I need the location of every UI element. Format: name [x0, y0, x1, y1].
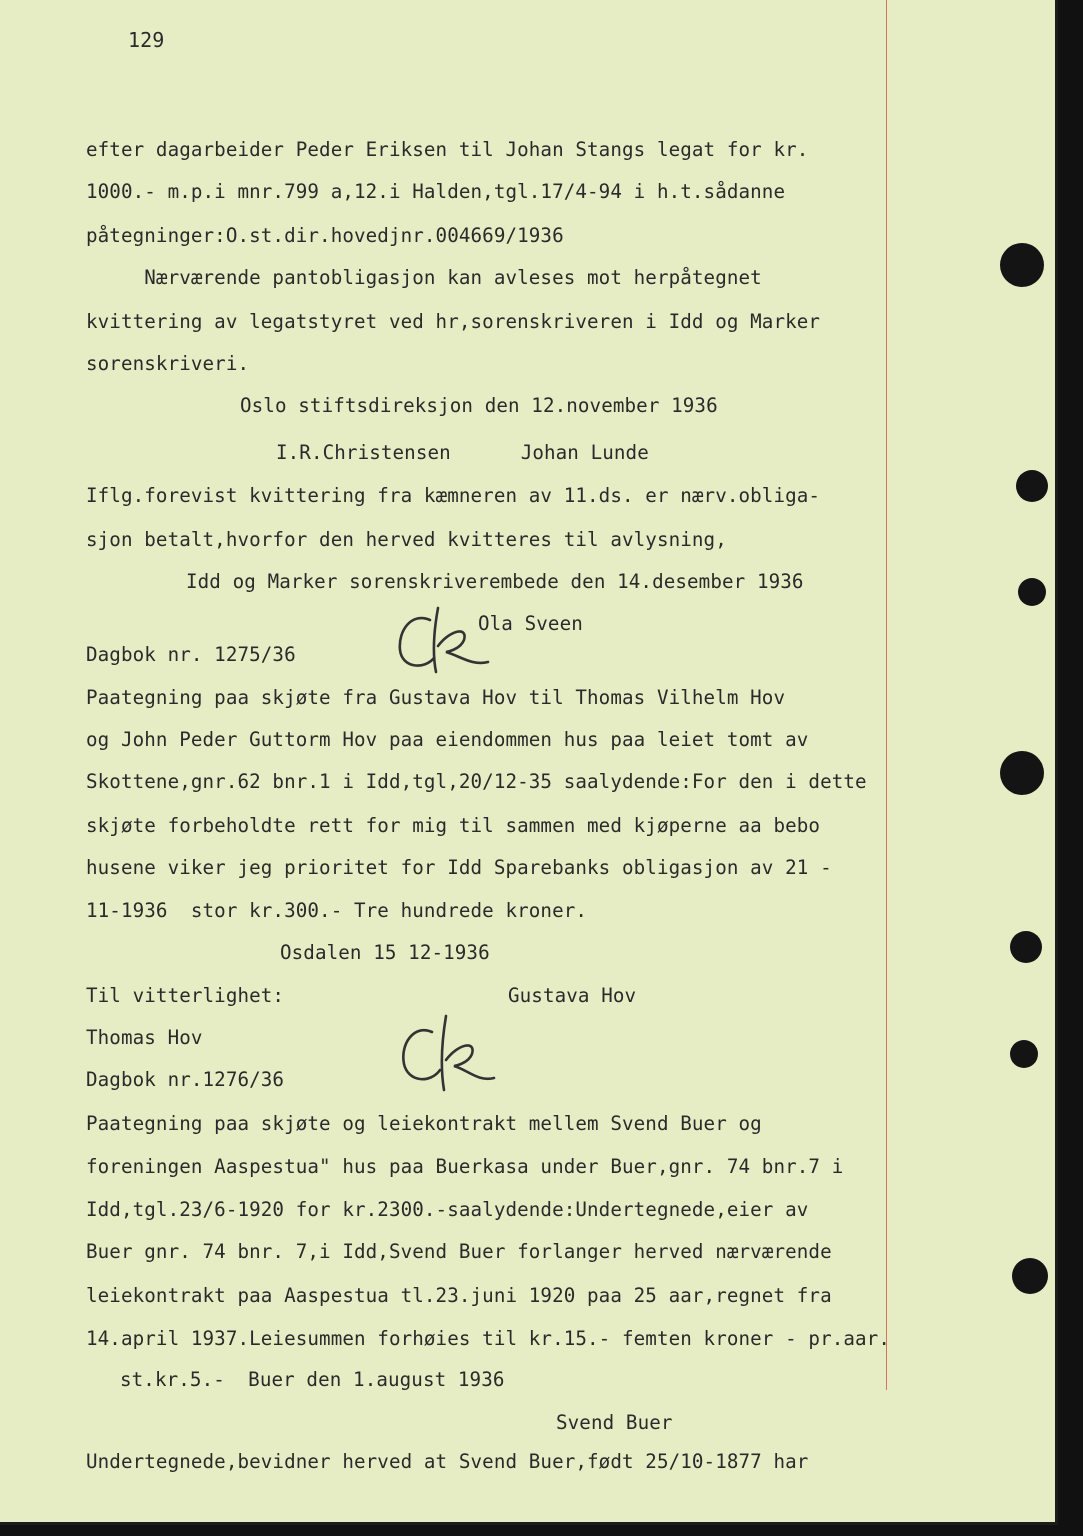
text-line: Thomas Hov	[86, 1026, 203, 1049]
signer-name: Gustava Hov	[508, 984, 637, 1007]
text-line: sjon betalt,hvorfor den herved kvitteres til avlysning,	[86, 528, 727, 551]
text-line: Skottene,gnr.62 bnr.1 i Idd,tgl,20/12-35 saalydende:For den i dette	[86, 770, 867, 793]
text-line: påtegninger:O.st.dir.hovedjnr.004669/1936	[86, 224, 564, 247]
text-line: Oslo stiftsdireksjon den 12.november 1936	[240, 394, 718, 417]
text-line: efter dagarbeider Peder Eriksen til Johan Stangs legat for kr.	[86, 138, 809, 161]
punch-hole	[1018, 578, 1046, 606]
text-line: 1000.- m.p.i mnr.799 a,12.i Halden,tgl.17/4-94 i h.t.sådanne	[86, 180, 786, 203]
text-line: Idd,tgl.23/6-1920 for kr.2300.-saalydende:Undertegnede,eier av	[86, 1198, 809, 1221]
text-line: og John Peder Guttorm Hov paa eiendommen hus paa leiet tomt av	[86, 728, 809, 751]
text-line: st.kr.5.- Buer den 1.august 1936	[120, 1368, 505, 1391]
text-line: foreningen Aaspestua" hus paa Buerkasa under Buer,gnr. 74 bnr.7 i	[86, 1155, 844, 1178]
text-line: Til vitterlighet:	[86, 984, 285, 1007]
signer-name: Ola Sveen	[478, 612, 583, 635]
text-line: Iflg.forevist kvittering fra kæmneren av 11.ds. er nærv.obliga-	[86, 484, 821, 507]
journal-number: Dagbok nr. 1275/36	[86, 643, 296, 666]
punch-hole	[1000, 243, 1044, 287]
text-line: I.R.Christensen Johan Lunde	[276, 441, 649, 464]
handwritten-initials	[394, 1010, 504, 1095]
punch-hole	[1010, 1040, 1038, 1068]
text-line: 14.april 1937.Leiesummen forhøies til kr.15.- femten kroner - pr.aar.	[86, 1327, 890, 1350]
text-line: husene viker jeg prioritet for Idd Sparebanks obligasjon av 21 -	[86, 856, 832, 879]
text-line: Buer gnr. 74 bnr. 7,i Idd,Svend Buer forlanger herved nærværende	[86, 1240, 832, 1263]
journal-number: Dagbok nr.1276/36	[86, 1068, 285, 1091]
text-line: Osdalen 15 12-1936	[280, 941, 490, 964]
text-line: 11-1936 stor kr.300.- Tre hundrede kroner.	[86, 899, 588, 922]
margin-rule	[886, 0, 887, 1390]
text-line: sorenskriveri.	[86, 352, 250, 375]
text-line: Nærværende pantobligasjon kan avleses mot herpåtegnet	[86, 266, 762, 289]
signer-name: Svend Buer	[556, 1411, 673, 1434]
text-line: Idd og Marker sorenskriverembede den 14.desember 1936	[186, 570, 804, 593]
page-number: 129	[128, 28, 165, 52]
text-line: skjøte forbeholdte rett for mig til sammen med kjøperne aa bebo	[86, 814, 821, 837]
handwritten-initials	[390, 600, 500, 680]
punch-hole	[1012, 1258, 1048, 1294]
text-line: Undertegnede,bevidner herved at Svend Buer,født 25/10-1877 har	[86, 1450, 809, 1473]
text-line: leiekontrakt paa Aaspestua tl.23.juni 1920 paa 25 aar,regnet fra	[86, 1284, 832, 1307]
punch-hole	[1016, 470, 1048, 502]
text-line: Paategning paa skjøte og leiekontrakt mellem Svend Buer og	[86, 1112, 762, 1135]
text-line: kvittering av legatstyret ved hr,sorenskriveren i Idd og Marker	[86, 310, 821, 333]
text-line: Paategning paa skjøte fra Gustava Hov til Thomas Vilhelm Hov	[86, 686, 786, 709]
punch-hole	[1000, 751, 1044, 795]
punch-hole	[1010, 931, 1042, 963]
